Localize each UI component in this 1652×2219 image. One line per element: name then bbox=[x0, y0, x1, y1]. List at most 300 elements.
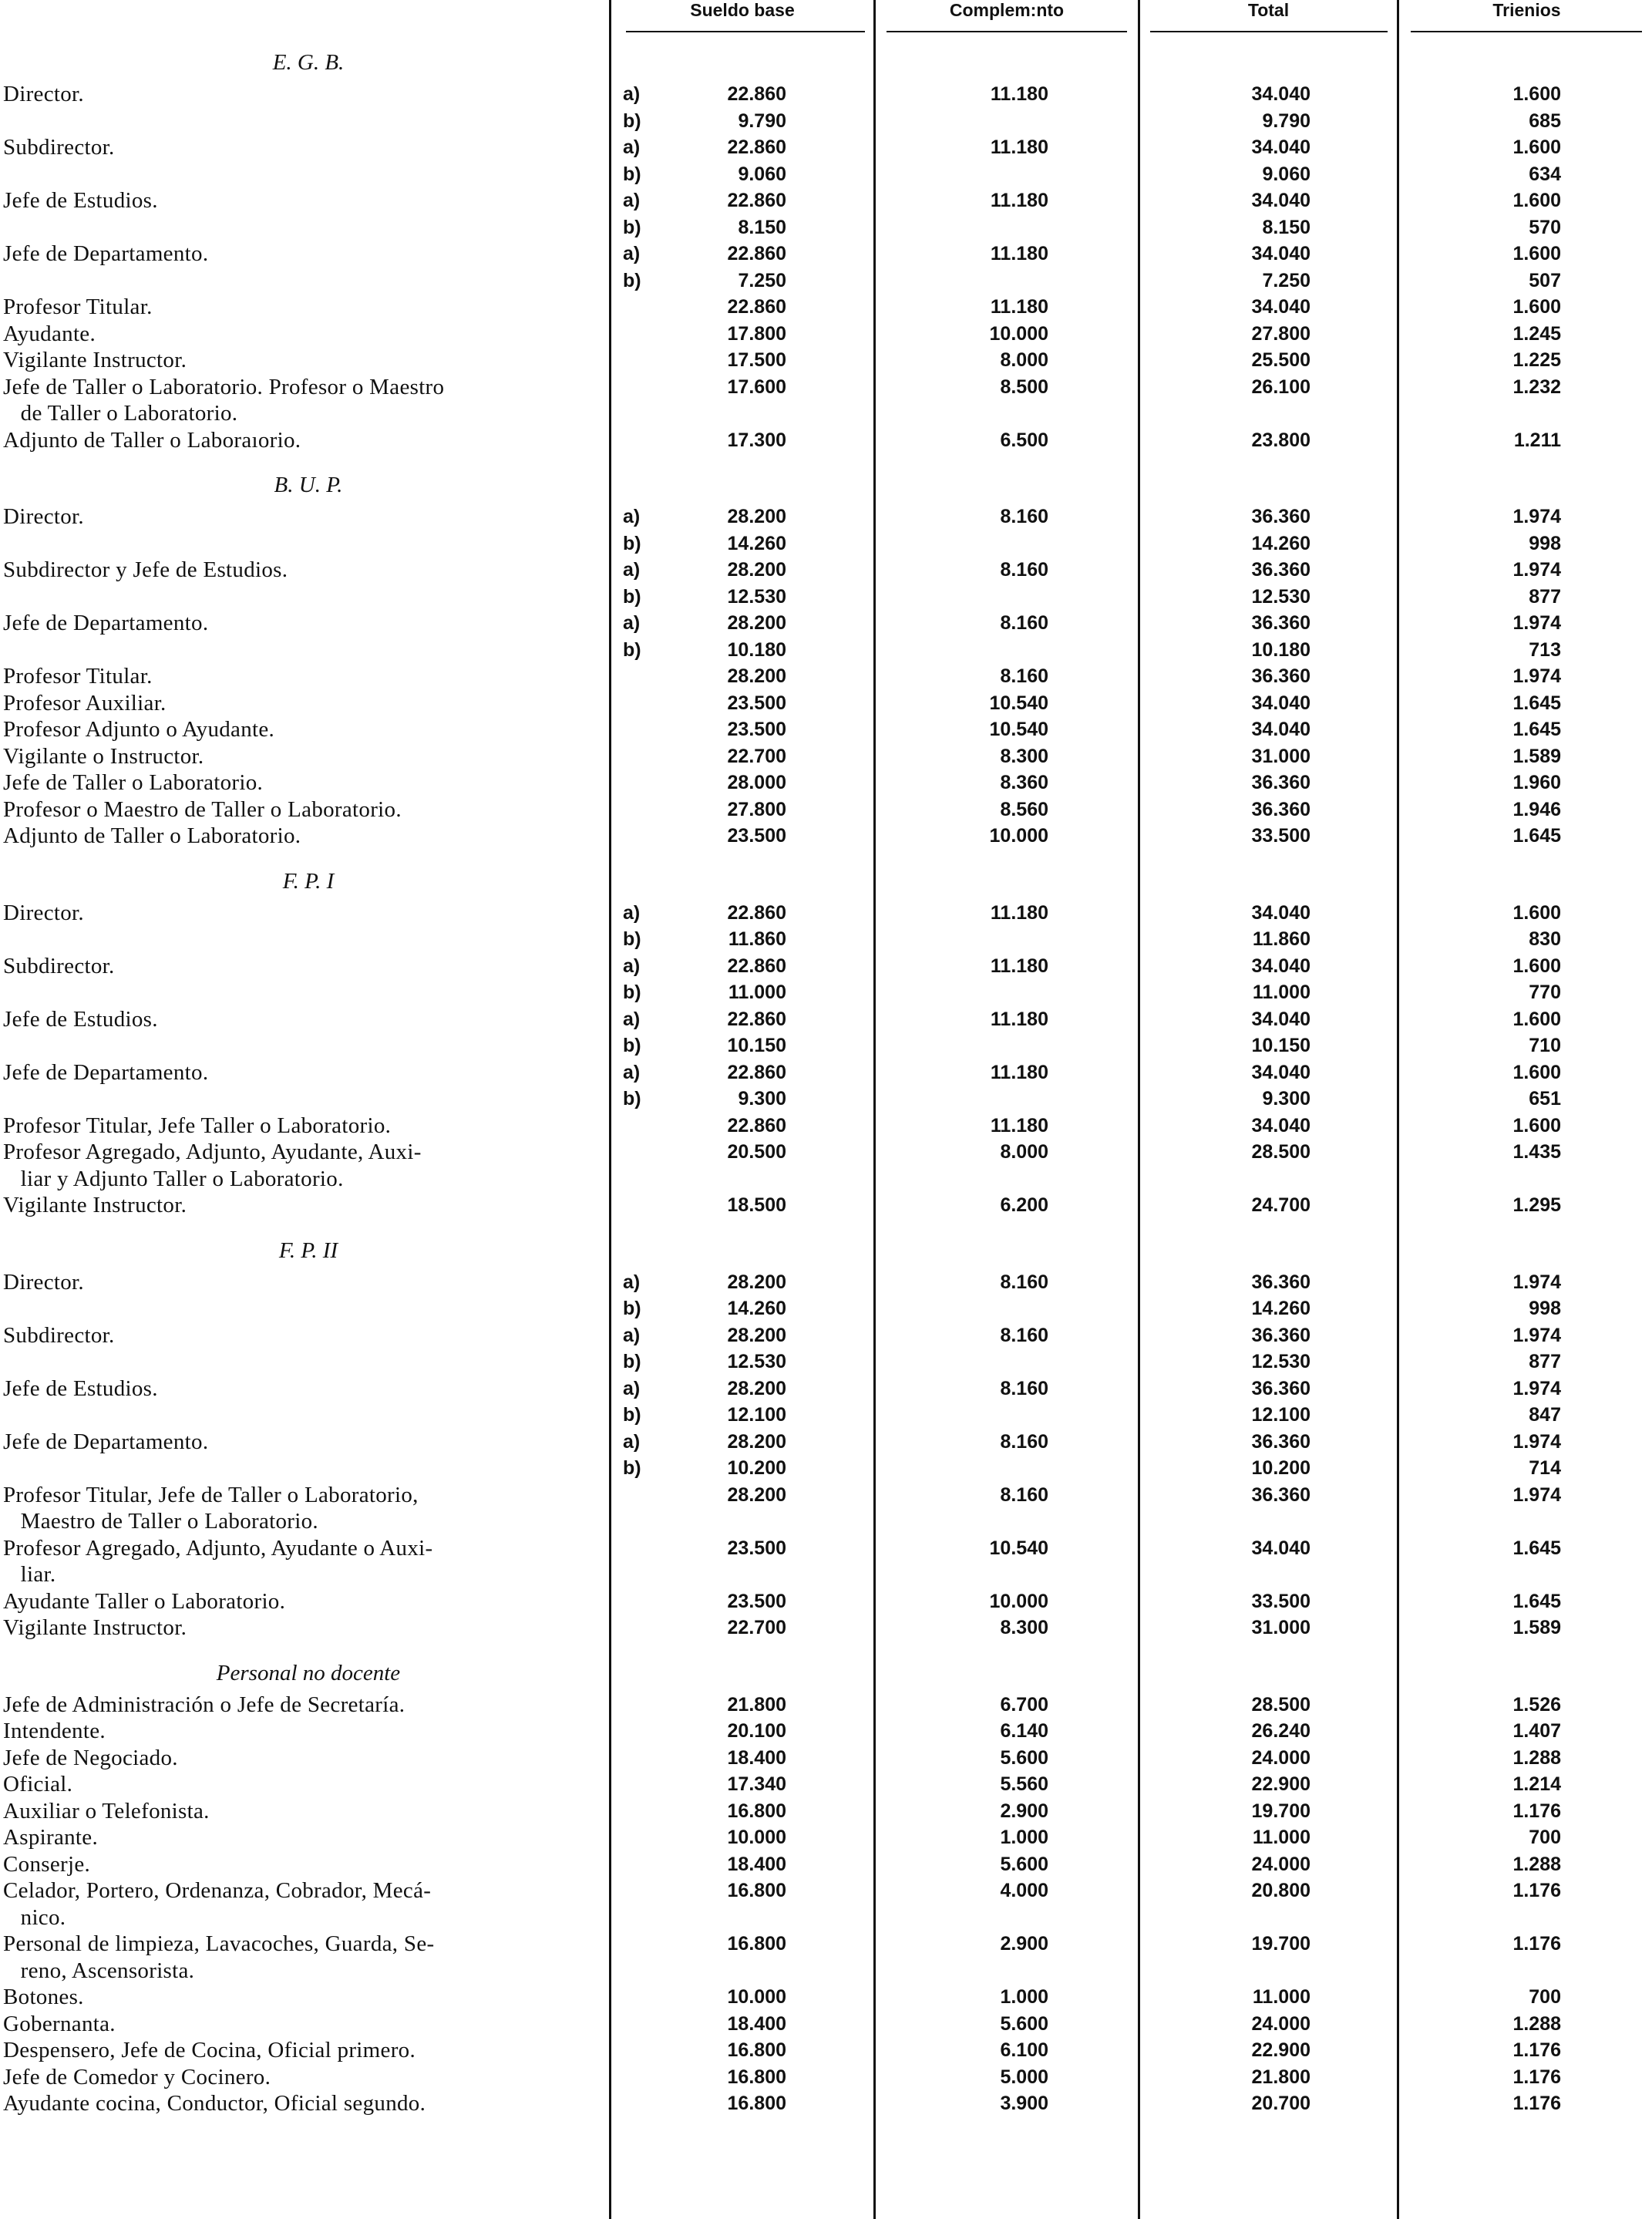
cell-total: 23.800 bbox=[1251, 429, 1310, 451]
cell-trienios: 634 bbox=[1529, 163, 1561, 185]
row-variant-mark: a) bbox=[623, 506, 641, 527]
row-variant-mark: b) bbox=[623, 1404, 641, 1426]
row-label: Adjunto de Taller o Laboraıorio. bbox=[3, 427, 301, 453]
row-label: Oficial. bbox=[3, 1772, 73, 1796]
header-underline bbox=[626, 31, 865, 32]
cell-complemento: 8.500 bbox=[1000, 375, 1048, 398]
cell-trienios: 1.645 bbox=[1512, 692, 1561, 714]
row-label: Profesor Agregado, Adjunto, Ayudante, Auxi- bbox=[3, 1140, 422, 1164]
cell-complemento: 5.600 bbox=[1000, 2012, 1048, 2035]
row-label: Subdirector y Jefe de Estudios. bbox=[3, 557, 288, 582]
cell-trienios: 1.600 bbox=[1512, 1008, 1561, 1030]
cell-sueldo-base: 11.860 bbox=[728, 928, 786, 950]
row-label: Personal de limpieza, Lavacoches, Guarda, Se- bbox=[3, 1931, 435, 1956]
cell-total: 22.900 bbox=[1251, 1773, 1310, 1795]
cell-sueldo-base: 18.500 bbox=[727, 1194, 786, 1216]
cell-total: 34.040 bbox=[1251, 190, 1310, 211]
cell-trienios: 1.974 bbox=[1512, 612, 1561, 634]
cell-trienios: 713 bbox=[1529, 638, 1561, 661]
cell-sueldo-base: 10.000 bbox=[727, 1986, 786, 2008]
row-variant-mark: b) bbox=[623, 109, 641, 132]
cell-trienios: 1.288 bbox=[1512, 2012, 1561, 2035]
cell-trienios: 998 bbox=[1529, 532, 1561, 554]
row-label: Director. bbox=[3, 504, 84, 529]
row-label: Jefe de Departamento. bbox=[3, 1429, 209, 1454]
cell-sueldo-base: 28.200 bbox=[727, 1271, 786, 1293]
cell-total: 20.700 bbox=[1251, 2093, 1310, 2114]
cell-trienios: 685 bbox=[1529, 109, 1561, 132]
cell-complemento: 8.160 bbox=[1000, 612, 1048, 634]
cell-trienios: 1.245 bbox=[1512, 322, 1561, 345]
cell-sueldo-base: 20.500 bbox=[727, 1141, 786, 1163]
cell-sueldo-base: 17.300 bbox=[727, 429, 786, 451]
cell-sueldo-base: 28.200 bbox=[727, 612, 786, 634]
cell-complemento: 2.900 bbox=[1000, 1933, 1048, 1955]
cell-complemento: 8.560 bbox=[1000, 798, 1048, 820]
cell-complemento: 8.160 bbox=[1000, 1271, 1048, 1293]
cell-sueldo-base: 12.530 bbox=[727, 1351, 786, 1372]
row-variant-mark: a) bbox=[623, 1061, 641, 1083]
cell-trienios: 1.645 bbox=[1512, 1590, 1561, 1612]
cell-complemento: 8.360 bbox=[1000, 772, 1048, 793]
row-label: Jefe de Departamento. bbox=[3, 611, 209, 635]
row-label: Profesor o Maestro de Taller o Laboratorio. bbox=[3, 796, 402, 822]
cell-total: 34.040 bbox=[1251, 1061, 1310, 1083]
row-label: Director. bbox=[3, 900, 84, 925]
cell-complemento: 8.160 bbox=[1000, 559, 1048, 581]
cell-complemento: 5.600 bbox=[1000, 1853, 1048, 1875]
row-label: Despensero, Jefe de Cocina, Oficial primero. bbox=[3, 2038, 416, 2062]
cell-trienios: 714 bbox=[1529, 1457, 1561, 1479]
cell-total: 14.260 bbox=[1251, 532, 1310, 554]
cell-complemento: 11.180 bbox=[990, 901, 1048, 924]
cell-complemento: 4.000 bbox=[1000, 1880, 1048, 1901]
row-label: Jefe de Administración o Jefe de Secretaría. bbox=[3, 1692, 405, 1717]
cell-trienios: 1.211 bbox=[1513, 429, 1561, 451]
cell-sueldo-base: 11.000 bbox=[728, 982, 786, 1003]
section-title: Personal no docente bbox=[216, 1660, 401, 1685]
cell-sueldo-base: 16.800 bbox=[727, 1800, 786, 1822]
row-label: Auxiliar o Telefonista. bbox=[3, 1798, 210, 1823]
row-label: nico. bbox=[3, 1904, 66, 1930]
cell-trienios: 877 bbox=[1529, 585, 1561, 608]
cell-complemento: 6.200 bbox=[1000, 1194, 1048, 1216]
cell-trienios: 1.232 bbox=[1512, 375, 1561, 398]
cell-sueldo-base: 9.060 bbox=[738, 163, 786, 185]
row-variant-mark: a) bbox=[623, 1324, 641, 1346]
row-label: Maestro de Taller o Laboratorio. bbox=[3, 1509, 318, 1534]
cell-sueldo-base: 22.860 bbox=[727, 190, 786, 211]
cell-complemento: 8.160 bbox=[1000, 1324, 1048, 1346]
row-variant-mark: a) bbox=[623, 190, 641, 211]
cell-complemento: 10.000 bbox=[989, 825, 1048, 847]
cell-total: 34.040 bbox=[1251, 136, 1310, 158]
row-label: Adjunto de Taller o Laboratorio. bbox=[3, 823, 301, 848]
cell-total: 36.360 bbox=[1251, 772, 1310, 793]
row-label: Ayudante Taller o Laboratorio. bbox=[3, 1588, 286, 1614]
row-variant-mark: a) bbox=[623, 1271, 641, 1293]
cell-complemento: 8.160 bbox=[1000, 506, 1048, 527]
cell-sueldo-base: 18.400 bbox=[727, 2012, 786, 2035]
cell-total: 34.040 bbox=[1251, 955, 1310, 977]
row-variant-mark: b) bbox=[623, 585, 641, 608]
cell-total: 36.360 bbox=[1251, 612, 1310, 634]
cell-trienios: 1.600 bbox=[1512, 190, 1561, 211]
cell-total: 34.040 bbox=[1251, 901, 1310, 924]
cell-trienios: 1.645 bbox=[1512, 719, 1561, 740]
cell-complemento: 11.180 bbox=[990, 296, 1048, 318]
cell-sueldo-base: 22.860 bbox=[727, 83, 786, 105]
row-label: Vigilante o Instructor. bbox=[3, 743, 204, 769]
row-variant-mark: b) bbox=[623, 1088, 641, 1110]
cell-trienios: 1.974 bbox=[1512, 665, 1561, 687]
row-variant-mark: b) bbox=[623, 1351, 641, 1372]
cell-total: 26.240 bbox=[1251, 1720, 1310, 1742]
cell-complemento: 5.560 bbox=[1000, 1773, 1048, 1795]
cell-sueldo-base: 22.860 bbox=[727, 1114, 786, 1136]
header-underline bbox=[1411, 31, 1642, 32]
row-label: Jefe de Comedor y Cocinero. bbox=[3, 2064, 271, 2089]
cell-total: 33.500 bbox=[1251, 825, 1310, 847]
cell-total: 12.530 bbox=[1251, 1351, 1310, 1372]
row-variant-mark: b) bbox=[623, 1457, 641, 1479]
cell-complemento: 8.300 bbox=[1000, 745, 1048, 767]
column-rule bbox=[1397, 0, 1399, 2219]
row-label: Jefe de Taller o Laboratorio. bbox=[3, 770, 264, 795]
cell-total: 14.260 bbox=[1251, 1298, 1310, 1319]
cell-total: 22.900 bbox=[1251, 2039, 1310, 2061]
row-label: Botones. bbox=[3, 1985, 84, 2009]
cell-sueldo-base: 23.500 bbox=[727, 692, 786, 714]
cell-trienios: 1.974 bbox=[1512, 1377, 1561, 1399]
cell-trienios: 1.645 bbox=[1512, 825, 1561, 847]
cell-total: 11.000 bbox=[1252, 1827, 1310, 1848]
cell-trienios: 1.176 bbox=[1512, 1800, 1561, 1822]
cell-complemento: 5.600 bbox=[1000, 1746, 1048, 1769]
cell-total: 12.100 bbox=[1251, 1404, 1310, 1426]
cell-total: 11.860 bbox=[1252, 928, 1310, 950]
row-label: Jefe de Estudios. bbox=[3, 1376, 158, 1401]
cell-complemento: 10.540 bbox=[989, 1537, 1048, 1559]
cell-trienios: 847 bbox=[1529, 1404, 1561, 1426]
cell-trienios: 1.589 bbox=[1512, 745, 1561, 767]
row-label: Jefe de Negociado. bbox=[3, 1745, 178, 1770]
cell-trienios: 1.435 bbox=[1512, 1141, 1561, 1163]
cell-total: 36.360 bbox=[1251, 559, 1310, 581]
cell-total: 9.790 bbox=[1262, 109, 1310, 132]
cell-trienios: 770 bbox=[1529, 982, 1561, 1003]
cell-sueldo-base: 10.180 bbox=[727, 638, 786, 661]
cell-sueldo-base: 22.860 bbox=[727, 1008, 786, 1030]
header-trienios: Trienios bbox=[1492, 0, 1561, 20]
row-label: Profesor Adjunto o Ayudante. bbox=[3, 717, 275, 742]
cell-total: 27.800 bbox=[1251, 322, 1310, 345]
cell-total: 10.200 bbox=[1251, 1457, 1310, 1479]
cell-trienios: 507 bbox=[1529, 269, 1561, 291]
cell-total: 34.040 bbox=[1251, 296, 1310, 318]
cell-total: 24.000 bbox=[1251, 2012, 1310, 2035]
cell-sueldo-base: 16.800 bbox=[727, 2093, 786, 2114]
cell-sueldo-base: 28.200 bbox=[727, 1430, 786, 1453]
cell-trienios: 1.526 bbox=[1512, 1693, 1561, 1716]
cell-sueldo-base: 22.860 bbox=[727, 136, 786, 158]
cell-total: 36.360 bbox=[1251, 1324, 1310, 1346]
row-label: Subdirector. bbox=[3, 1322, 115, 1348]
cell-trienios: 830 bbox=[1529, 928, 1561, 950]
cell-sueldo-base: 10.150 bbox=[727, 1035, 786, 1056]
section-title: F. P. II bbox=[278, 1237, 338, 1263]
row-label: Jefe de Estudios. bbox=[3, 1006, 158, 1032]
cell-total: 34.040 bbox=[1251, 719, 1310, 740]
cell-trienios: 1.589 bbox=[1512, 1617, 1561, 1638]
cell-complemento: 8.160 bbox=[1000, 665, 1048, 687]
column-rule bbox=[1138, 0, 1140, 2219]
cell-sueldo-base: 22.700 bbox=[727, 1617, 786, 1638]
cell-trienios: 1.974 bbox=[1512, 1430, 1561, 1453]
cell-total: 21.800 bbox=[1251, 2066, 1310, 2088]
cell-complemento: 11.180 bbox=[990, 1061, 1048, 1083]
cell-sueldo-base: 28.200 bbox=[727, 1377, 786, 1399]
cell-trienios: 1.176 bbox=[1512, 2039, 1561, 2061]
cell-sueldo-base: 10.200 bbox=[727, 1457, 786, 1479]
row-variant-mark: b) bbox=[623, 1035, 641, 1056]
cell-total: 9.060 bbox=[1262, 163, 1310, 185]
cell-trienios: 1.600 bbox=[1512, 1114, 1561, 1136]
cell-sueldo-base: 17.800 bbox=[727, 322, 786, 345]
cell-complemento: 2.900 bbox=[1000, 1800, 1048, 1822]
row-label: Conserje. bbox=[3, 1851, 91, 1877]
cell-complemento: 11.180 bbox=[990, 955, 1048, 977]
cell-total: 36.360 bbox=[1251, 798, 1310, 820]
section-title: E. G. B. bbox=[272, 50, 345, 75]
cell-sueldo-base: 28.200 bbox=[727, 665, 786, 687]
cell-sueldo-base: 23.500 bbox=[727, 825, 786, 847]
header-complemento: Complem:nto bbox=[949, 0, 1065, 20]
section-title: F. P. I bbox=[282, 868, 335, 894]
row-label: de Taller o Laboratorio. bbox=[3, 401, 238, 426]
cell-complemento: 11.180 bbox=[990, 243, 1048, 264]
cell-total: 34.040 bbox=[1251, 1537, 1310, 1559]
cell-sueldo-base: 17.600 bbox=[727, 375, 786, 398]
row-label: Director. bbox=[3, 1269, 84, 1295]
cell-total: 20.800 bbox=[1251, 1880, 1310, 1901]
row-variant-mark: a) bbox=[623, 955, 641, 977]
cell-sueldo-base: 28.200 bbox=[727, 1483, 786, 1506]
row-label: liar. bbox=[3, 1562, 56, 1587]
cell-sueldo-base: 9.300 bbox=[738, 1088, 786, 1110]
section-title: B. U. P. bbox=[274, 473, 343, 497]
cell-total: 19.700 bbox=[1251, 1800, 1310, 1822]
cell-trienios: 1.600 bbox=[1512, 83, 1561, 105]
cell-sueldo-base: 7.250 bbox=[738, 269, 786, 291]
cell-complemento: 6.500 bbox=[1000, 429, 1048, 451]
row-label: Director. bbox=[3, 82, 84, 106]
cell-total: 36.360 bbox=[1251, 1430, 1310, 1453]
cell-total: 10.150 bbox=[1251, 1035, 1310, 1056]
cell-complemento: 8.160 bbox=[1000, 1377, 1048, 1399]
cell-sueldo-base: 16.800 bbox=[727, 2066, 786, 2088]
header-underline bbox=[887, 31, 1127, 32]
cell-complemento: 8.160 bbox=[1000, 1430, 1048, 1453]
cell-complemento: 1.000 bbox=[1000, 1986, 1048, 2008]
cell-sueldo-base: 17.500 bbox=[727, 349, 786, 371]
header-sueldo-base: Sueldo base bbox=[690, 0, 795, 20]
row-variant-mark: b) bbox=[623, 638, 641, 661]
row-variant-mark: a) bbox=[623, 1377, 641, 1399]
cell-trienios: 1.214 bbox=[1512, 1773, 1561, 1795]
cell-complemento: 10.000 bbox=[989, 322, 1048, 345]
cell-complemento: 10.540 bbox=[989, 719, 1048, 740]
cell-trienios: 1.960 bbox=[1512, 772, 1561, 793]
row-label: Vigilante Instructor. bbox=[3, 1615, 187, 1640]
row-label: Vigilante Instructor. bbox=[3, 348, 187, 372]
row-label: Jefe de Departamento. bbox=[3, 1059, 209, 1085]
cell-complemento: 10.000 bbox=[989, 1590, 1048, 1612]
cell-total: 36.360 bbox=[1251, 506, 1310, 527]
cell-sueldo-base: 16.800 bbox=[727, 1933, 786, 1955]
cell-total: 8.150 bbox=[1262, 216, 1310, 238]
cell-total: 34.040 bbox=[1251, 1008, 1310, 1030]
row-variant-mark: b) bbox=[623, 532, 641, 554]
cell-total: 12.530 bbox=[1251, 585, 1310, 608]
cell-sueldo-base: 27.800 bbox=[727, 798, 786, 820]
row-label: Profesor Titular, Jefe de Taller o Laboratorio, bbox=[3, 1482, 419, 1507]
cell-total: 24.000 bbox=[1251, 1853, 1310, 1875]
cell-complemento: 8.000 bbox=[1000, 1141, 1048, 1163]
row-label: Jefe de Estudios. bbox=[3, 188, 158, 213]
row-variant-mark: a) bbox=[623, 1008, 641, 1030]
cell-total: 36.360 bbox=[1251, 1271, 1310, 1293]
header-underline bbox=[1150, 31, 1388, 32]
cell-complemento: 3.900 bbox=[1000, 2093, 1048, 2114]
row-label: liar y Adjunto Taller o Laboratorio. bbox=[3, 1166, 344, 1191]
row-label: Subdirector. bbox=[3, 135, 115, 160]
cell-total: 28.500 bbox=[1251, 1141, 1310, 1163]
cell-complemento: 6.700 bbox=[1000, 1693, 1048, 1716]
cell-total: 34.040 bbox=[1251, 1114, 1310, 1136]
cell-total: 9.300 bbox=[1262, 1088, 1310, 1110]
row-label: Subdirector. bbox=[3, 953, 115, 978]
cell-complemento: 11.180 bbox=[990, 1114, 1048, 1136]
cell-trienios: 710 bbox=[1529, 1035, 1561, 1056]
row-variant-mark: a) bbox=[623, 243, 641, 264]
cell-trienios: 1.176 bbox=[1512, 2093, 1561, 2114]
cell-complemento: 5.000 bbox=[1000, 2066, 1048, 2088]
cell-trienios: 700 bbox=[1529, 1827, 1561, 1848]
cell-total: 24.000 bbox=[1251, 1746, 1310, 1769]
cell-total: 34.040 bbox=[1251, 243, 1310, 264]
row-label: Jefe de Departamento. bbox=[3, 241, 209, 266]
cell-total: 11.000 bbox=[1252, 982, 1310, 1003]
row-label: Intendente. bbox=[3, 1719, 106, 1743]
row-variant-mark: a) bbox=[623, 1430, 641, 1453]
cell-sueldo-base: 16.800 bbox=[727, 1880, 786, 1901]
cell-trienios: 1.645 bbox=[1512, 1537, 1561, 1559]
cell-complemento: 6.140 bbox=[1000, 1720, 1048, 1742]
cell-total: 31.000 bbox=[1251, 1617, 1310, 1638]
cell-total: 10.180 bbox=[1251, 638, 1310, 661]
cell-complemento: 11.180 bbox=[990, 1008, 1048, 1030]
cell-sueldo-base: 22.860 bbox=[727, 1061, 786, 1083]
cell-complemento: 1.000 bbox=[1000, 1827, 1048, 1848]
cell-sueldo-base: 18.400 bbox=[727, 1853, 786, 1875]
cell-total: 11.000 bbox=[1252, 1986, 1310, 2008]
cell-sueldo-base: 22.860 bbox=[727, 243, 786, 264]
cell-sueldo-base: 14.260 bbox=[727, 1298, 786, 1319]
cell-trienios: 1.225 bbox=[1512, 349, 1561, 371]
cell-complemento: 6.100 bbox=[1000, 2039, 1048, 2061]
cell-trienios: 1.974 bbox=[1512, 1483, 1561, 1506]
cell-complemento: 11.180 bbox=[990, 190, 1048, 211]
row-label: Profesor Titular. bbox=[3, 295, 153, 319]
cell-total: 28.500 bbox=[1251, 1693, 1310, 1716]
cell-sueldo-base: 28.200 bbox=[727, 506, 786, 527]
cell-total: 36.360 bbox=[1251, 1483, 1310, 1506]
cell-sueldo-base: 28.200 bbox=[727, 1324, 786, 1346]
cell-sueldo-base: 8.150 bbox=[738, 216, 786, 238]
cell-total: 34.040 bbox=[1251, 83, 1310, 105]
cell-trienios: 1.600 bbox=[1512, 296, 1561, 318]
cell-trienios: 1.176 bbox=[1512, 2066, 1561, 2088]
cell-total: 26.100 bbox=[1251, 375, 1310, 398]
cell-trienios: 1.600 bbox=[1512, 136, 1561, 158]
cell-total: 24.700 bbox=[1251, 1194, 1310, 1216]
cell-total: 31.000 bbox=[1251, 745, 1310, 767]
cell-sueldo-base: 9.790 bbox=[738, 109, 786, 132]
cell-trienios: 1.600 bbox=[1512, 1061, 1561, 1083]
row-variant-mark: b) bbox=[623, 982, 641, 1003]
cell-total: 36.360 bbox=[1251, 665, 1310, 687]
cell-trienios: 700 bbox=[1529, 1986, 1561, 2008]
row-label: Profesor Auxiliar. bbox=[3, 690, 167, 716]
cell-trienios: 1.176 bbox=[1512, 1933, 1561, 1955]
row-variant-mark: b) bbox=[623, 1298, 641, 1319]
row-variant-mark: a) bbox=[623, 136, 641, 158]
cell-sueldo-base: 12.100 bbox=[727, 1404, 786, 1426]
cell-trienios: 1.288 bbox=[1512, 1746, 1561, 1769]
cell-sueldo-base: 23.500 bbox=[727, 1590, 786, 1612]
cell-complemento: 8.000 bbox=[1000, 349, 1048, 371]
row-variant-mark: b) bbox=[623, 163, 641, 185]
row-label: reno, Ascensorista. bbox=[3, 1958, 195, 1983]
cell-total: 7.250 bbox=[1262, 269, 1310, 291]
row-label: Jefe de Taller o Laboratorio. Profesor o Maestro bbox=[3, 374, 445, 399]
cell-sueldo-base: 28.200 bbox=[727, 559, 786, 581]
row-variant-mark: b) bbox=[623, 216, 641, 238]
cell-trienios: 1.974 bbox=[1512, 1271, 1561, 1293]
cell-trienios: 877 bbox=[1529, 1351, 1561, 1372]
row-variant-mark: a) bbox=[623, 559, 641, 581]
cell-complemento: 8.160 bbox=[1000, 1483, 1048, 1506]
cell-trienios: 1.974 bbox=[1512, 559, 1561, 581]
cell-total: 34.040 bbox=[1251, 692, 1310, 714]
cell-complemento: 11.180 bbox=[990, 136, 1048, 158]
row-label: Profesor Titular. bbox=[3, 664, 153, 689]
cell-sueldo-base: 22.860 bbox=[727, 901, 786, 924]
cell-sueldo-base: 20.100 bbox=[727, 1720, 786, 1742]
row-label: Gobernanta. bbox=[3, 2011, 116, 2036]
cell-complemento: 10.540 bbox=[989, 692, 1048, 714]
cell-trienios: 1.295 bbox=[1512, 1194, 1561, 1216]
cell-trienios: 1.407 bbox=[1512, 1720, 1561, 1742]
row-label: Vigilante Instructor. bbox=[3, 1193, 187, 1217]
row-variant-mark: b) bbox=[623, 269, 641, 291]
row-label: Profesor Titular, Jefe Taller o Laboratorio. bbox=[3, 1113, 392, 1138]
cell-sueldo-base: 22.700 bbox=[727, 745, 786, 767]
cell-trienios: 1.974 bbox=[1512, 506, 1561, 527]
cell-trienios: 1.600 bbox=[1512, 955, 1561, 977]
cell-trienios: 570 bbox=[1529, 216, 1561, 238]
